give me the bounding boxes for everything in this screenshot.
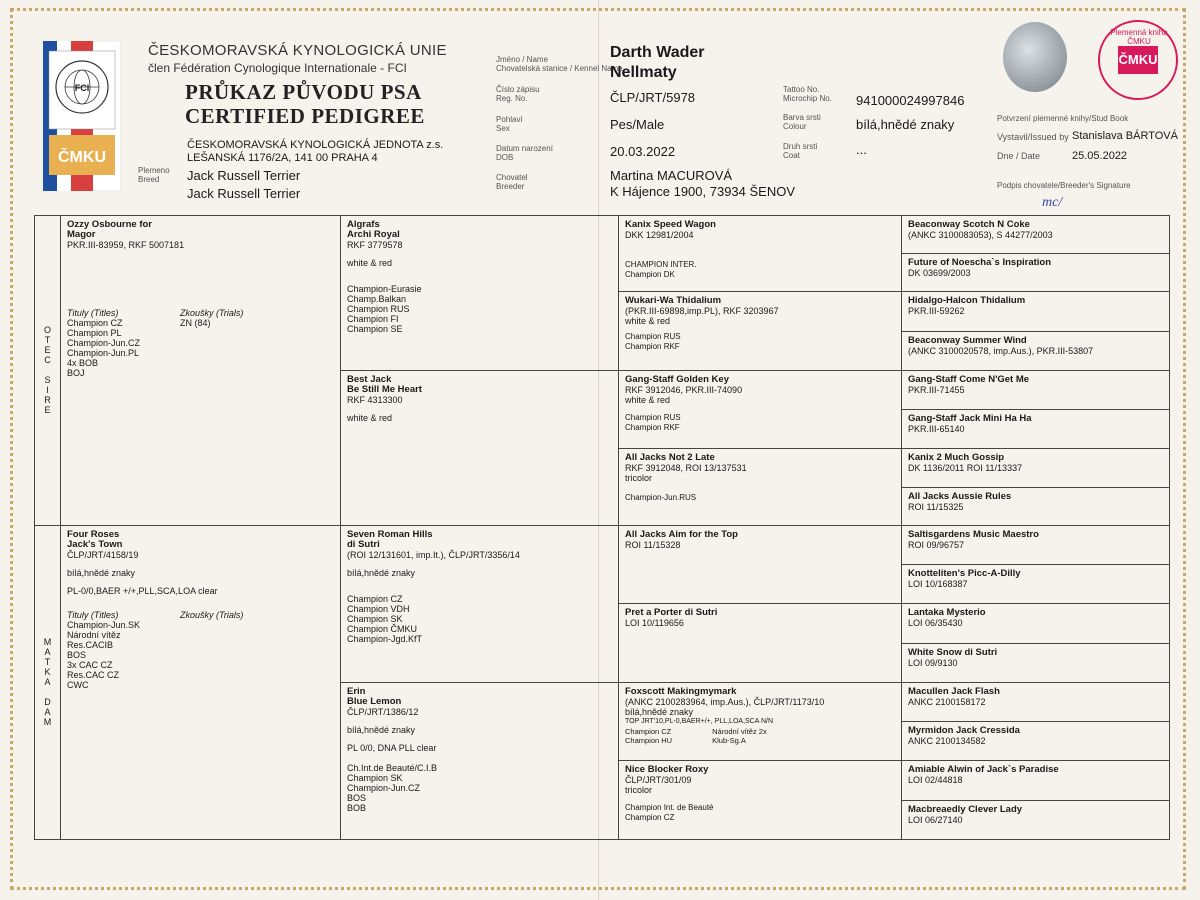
fci-cmku-logo <box>43 41 121 191</box>
ggp-titles: Champion-Jun.RUS <box>625 493 697 503</box>
sire-side-label: O T E C S I R E <box>35 216 61 526</box>
document-title-en: CERTIFIED PEDIGREE <box>185 104 425 128</box>
gp-name: Algrafs Archi Royal <box>347 219 400 240</box>
breeder-address: K Hájence 1900, 73934 ŠENOV <box>610 184 796 199</box>
gggp-cell <box>902 643 1170 682</box>
ggp-name: Wukari-Wa Thidalium <box>625 295 722 307</box>
ggp-titles: Champion Int. de Beauté Champion CZ <box>625 803 714 823</box>
org-name: ČESKOMORAVSKÁ KYNOLOGICKÁ UNIE <box>148 42 447 59</box>
ggp-reg: ROI 11/15328 <box>625 539 681 550</box>
ggp-reg: ČLP/JRT/301/09 <box>625 775 692 786</box>
issued-by: Stanislava BÁRTOVÁ <box>1072 130 1178 142</box>
gggp-cell <box>902 449 1170 487</box>
ggp-reg: (ANKC 2100283964, imp.Aus.), ČLP/JRT/1173/10 <box>625 696 825 707</box>
reg-label: Číslo zápisu Reg. No. <box>496 85 540 103</box>
gggp-reg: LOI 06/35430 <box>908 618 963 629</box>
gp-cell <box>341 682 619 839</box>
gp-titles: Champion-Eurasie Champ.Balkan Champion RUS Champion FI Champion SE <box>347 284 422 334</box>
ggp-name: Kanix Speed Wagon <box>625 219 716 230</box>
gp-colour: bílá,hnědé znaky <box>347 567 416 578</box>
studbook-label: Potvrzení plemenné knihy/Stud Book <box>997 114 1129 123</box>
gp-titles: Champion CZ Champion VDH Champion SK Champion ČMKU Champion-Jgd.KfT <box>347 593 423 644</box>
ggp-name: Nice Blocker Roxy <box>625 764 709 776</box>
gggp-name: Beaconway Summer Wind <box>908 334 1027 346</box>
ggp-reg: DKK 12981/2004 <box>625 230 694 240</box>
stamp-text: Plemenná kniha ČMKU <box>1110 28 1168 46</box>
ggp-titles-2: Národní vítěz 2x Klub-Sg.A <box>712 726 767 745</box>
dob-value: 20.03.2022 <box>610 144 676 159</box>
ggp-cell <box>619 370 902 449</box>
dam-titles: Champion-Jun.SK Národní vítěz Res.CACIB BOS 3x CAC CZ Res.CAC CZ CWC <box>67 619 141 690</box>
sire-cell <box>61 216 341 526</box>
breed-value-2: Jack Russell Terrier <box>187 186 301 201</box>
gggp-name: Gang-Staff Jack Mini Ha Ha <box>908 413 1032 425</box>
dam-health: PL-0/0,BAER +/+,PLL,SCA,LOA clear <box>67 585 218 596</box>
breeder-signature: mc/ <box>1042 195 1063 210</box>
gggp-reg: DK 1136/2011 ROI 11/13337 <box>908 463 1023 474</box>
issue-date: 25.05.2022 <box>1072 150 1128 162</box>
gggp-reg: ANKC 2100158172 <box>908 696 986 707</box>
dob-label: Datum narození DOB <box>496 144 553 162</box>
dam-trials-label: Zkoušky (Trials) <box>180 609 244 620</box>
ggp-extra: TOP JRT'10,PL-0,BAER+/+, PLL,LOA,SCA N/N <box>625 717 774 725</box>
coat-label: Druh srsti Coat <box>783 142 818 160</box>
sire-trials: ZN (84) <box>180 318 211 328</box>
org-subtitle: člen Fédération Cynologique Internationale - FCI <box>148 61 407 75</box>
gggp-name: Kanix 2 Much Gossip <box>908 452 1005 464</box>
ggp-reg: RKF 3912048, ROI 13/137531 <box>625 463 747 474</box>
gggp-name: Saltisgardens Music Maestro <box>908 528 1039 540</box>
sire-titles: Champion CZ Champion PL Champion-Jun.CZ Champion-Jun.PL 4x BOB BOJ <box>67 318 141 378</box>
signature-label: Podpis chovatele/Breeder's Signature <box>997 181 1131 190</box>
pedigree-table <box>34 215 1170 840</box>
dam-titles-label: Tituly (Titles) <box>67 609 119 620</box>
ggp-cell <box>619 216 902 292</box>
gggp-cell <box>902 487 1170 525</box>
gggp-reg: ROI 09/96757 <box>908 539 965 550</box>
ggp-name: All Jacks Aim for the Top <box>625 528 738 540</box>
ggp-cell <box>619 604 902 683</box>
svg-text:FCI: FCI <box>74 83 90 93</box>
gp-name: Best Jack Be Still Me Heart <box>347 373 422 395</box>
gggp-name: Myrmidon Jack Cressida <box>908 725 1020 737</box>
kennel-name: Nellmaty <box>610 64 677 81</box>
dam-colour: bílá,hnědé znaky <box>67 567 136 578</box>
kj-name: ČESKOMORAVSKÁ KYNOLOGICKÁ JEDNOTA z.s. <box>187 139 444 151</box>
gp-colour: white & red <box>347 258 393 268</box>
ggp-cell <box>619 761 902 840</box>
gggp-name: Future of Noescha`s Inspiration <box>908 257 1052 269</box>
gggp-reg: PKR.III-71455 <box>908 384 965 395</box>
breeder-label: Chovatel Breeder <box>496 173 528 191</box>
sex-value: Pes/Male <box>610 117 665 132</box>
dam-cell <box>61 525 341 839</box>
ggp-colour: bílá,hnědé znaky <box>625 706 694 717</box>
gggp-name: Hidalgo-Halcon Thidalium <box>908 295 1026 307</box>
kj-address: LEŠANSKÁ 1176/2A, 141 00 PRAHA 4 <box>187 152 378 164</box>
gggp-name: White Snow di Sutri <box>908 646 998 658</box>
dam-side-label: M A T K A D A M <box>35 525 61 839</box>
gp-reg: ČLP/JRT/1386/12 <box>347 706 419 717</box>
ggp-titles: CHAMPION INTER. Champion DK <box>625 260 697 279</box>
gggp-name: Macbreaedly Clever Lady <box>908 803 1023 815</box>
ggp-name: Foxscott Makingmymark <box>625 685 737 697</box>
gggp-reg: PKR.III-59262 <box>908 306 965 317</box>
ggp-colour: tricolor <box>625 785 653 796</box>
ggp-cell <box>619 525 902 604</box>
gggp-reg: ROI 11/15325 <box>908 501 964 512</box>
gggp-name: Macullen Jack Flash <box>908 685 1000 697</box>
gp-colour: white & red <box>347 412 393 423</box>
gggp-name: Knotteliten's Picc-A-Dilly <box>908 568 1021 580</box>
stamp-logo: ČMKU <box>1118 46 1158 74</box>
gggp-reg: LOI 09/9130 <box>908 657 958 668</box>
gggp-cell <box>902 722 1170 761</box>
ggp-name: All Jacks Not 2 Late <box>625 452 715 464</box>
microchip-number: 941000024997846 <box>856 93 965 108</box>
breed-label: Plemeno Breed <box>138 166 170 184</box>
gggp-cell <box>902 331 1170 370</box>
gggp-name: Lantaka Mysterio <box>908 607 986 619</box>
gp-reg: (ROI 12/131601, imp.It.), ČLP/JRT/3356/14 <box>347 549 520 560</box>
ggp-colour: tricolor <box>625 473 653 484</box>
tattoo-label: Tattoo No. Microchip No. <box>783 85 832 103</box>
ggp-reg: LOI 10/119656 <box>625 618 684 629</box>
gggp-cell <box>902 254 1170 292</box>
ggp-titles: Champion RUS Champion RKF <box>625 332 681 352</box>
gggp-cell <box>902 604 1170 643</box>
svg-text:ČMKU: ČMKU <box>58 149 106 166</box>
document-title-cz: PRŮKAZ PŮVODU PSA <box>185 80 422 104</box>
gp-reg: RKF 4313300 <box>347 394 403 405</box>
gggp-reg: LOI 06/27140 <box>908 814 963 825</box>
gggp-cell <box>902 682 1170 721</box>
dog-name: Darth Wader <box>610 44 705 61</box>
gggp-cell <box>902 761 1170 800</box>
gggp-reg: ANKC 2100134582 <box>908 736 986 747</box>
sire-name: Ozzy Osbourne for Magor <box>67 219 152 240</box>
ggp-colour: white & red <box>625 316 671 327</box>
gggp-reg: PKR.III-65140 <box>908 424 965 435</box>
gggp-cell <box>902 800 1170 839</box>
ggp-cell <box>619 682 902 761</box>
gggp-cell <box>902 216 1170 254</box>
gp-cell <box>341 370 619 525</box>
name-label: Jméno / Name Chovatelská stanice / Kennel Name <box>496 55 623 73</box>
gp-titles: Ch.Int.de Beauté/C.I.B Champion SK Champion-Jun.CZ BOS BOB <box>347 762 438 813</box>
gggp-reg: LOI 02/44818 <box>908 775 963 786</box>
gggp-cell <box>902 292 1170 331</box>
colour-label: Barva srsti Colour <box>783 113 821 131</box>
hologram-seal <box>1003 22 1067 92</box>
gggp-name: Amiable Alwin of Jack`s Paradise <box>908 764 1059 776</box>
sire-reg: PKR.III-83959, RKF 5007181 <box>67 240 185 250</box>
date-label: Dne / Date <box>997 151 1041 161</box>
gggp-reg: (ANKC 3100083053), S 44277/2003 <box>908 230 1053 240</box>
sire-titles-label: Tituly (Titles) <box>67 308 119 318</box>
gp-name: Erin Blue Lemon <box>347 685 402 707</box>
ggp-cell <box>619 449 902 525</box>
gggp-name: Gang-Staff Come N'Get Me <box>908 373 1030 385</box>
ggp-titles: Champion RUS Champion RKF <box>625 412 681 432</box>
gggp-reg: LOI 10/168387 <box>908 579 968 590</box>
ggp-reg: (PKR.III-69898,imp.PL), RKF 3203967 <box>625 306 779 317</box>
gggp-name: Beaconway Scotch N Coke <box>908 219 1030 230</box>
gggp-reg: DK 03699/2003 <box>908 268 971 279</box>
breed-value-1: Jack Russell Terrier <box>187 168 301 183</box>
ggp-name: Pret a Porter di Sutri <box>625 607 718 619</box>
gggp-cell <box>902 370 1170 409</box>
dam-name: Four Roses Jack's Town <box>67 528 123 550</box>
dam-reg: ČLP/JRT/4158/19 <box>67 549 139 560</box>
gp-cell <box>341 216 619 371</box>
ggp-reg: RKF 3912046, PKR.III-74090 <box>625 384 743 395</box>
gggp-name: All Jacks Aussie Rules <box>908 490 1012 502</box>
sire-trials-label: Zkoušky (Trials) <box>180 308 244 318</box>
gggp-cell <box>902 525 1170 564</box>
issued-label: Vystavil/Issued by <box>997 132 1069 142</box>
coat-value: ... <box>856 142 867 157</box>
ggp-titles: Champion CZ Champion HU <box>625 726 673 745</box>
reg-number: ČLP/JRT/5978 <box>610 90 696 105</box>
gp-name: Seven Roman Hills di Sutri <box>347 528 433 550</box>
ggp-colour: white & red <box>625 394 671 405</box>
studbook-stamp <box>1098 20 1178 100</box>
gp-health: PL 0/0, DNA PLL clear <box>347 742 437 753</box>
gggp-cell <box>902 410 1170 449</box>
gggp-reg: (ANKC 3100020578, imp.Aus.), PKR.III-53807 <box>908 345 1094 356</box>
gp-colour: bílá,hnědé znaky <box>347 724 416 735</box>
gggp-cell <box>902 565 1170 604</box>
gp-reg: RKF 3779578 <box>347 240 403 250</box>
gp-cell <box>341 525 619 682</box>
ggp-cell <box>619 292 902 371</box>
ggp-name: Gang-Staff Golden Key <box>625 373 729 385</box>
colour-value: bílá,hnědé znaky <box>856 117 955 132</box>
sex-label: Pohlaví Sex <box>496 115 523 133</box>
breeder-name: Martina MACUROVÁ <box>610 168 733 183</box>
